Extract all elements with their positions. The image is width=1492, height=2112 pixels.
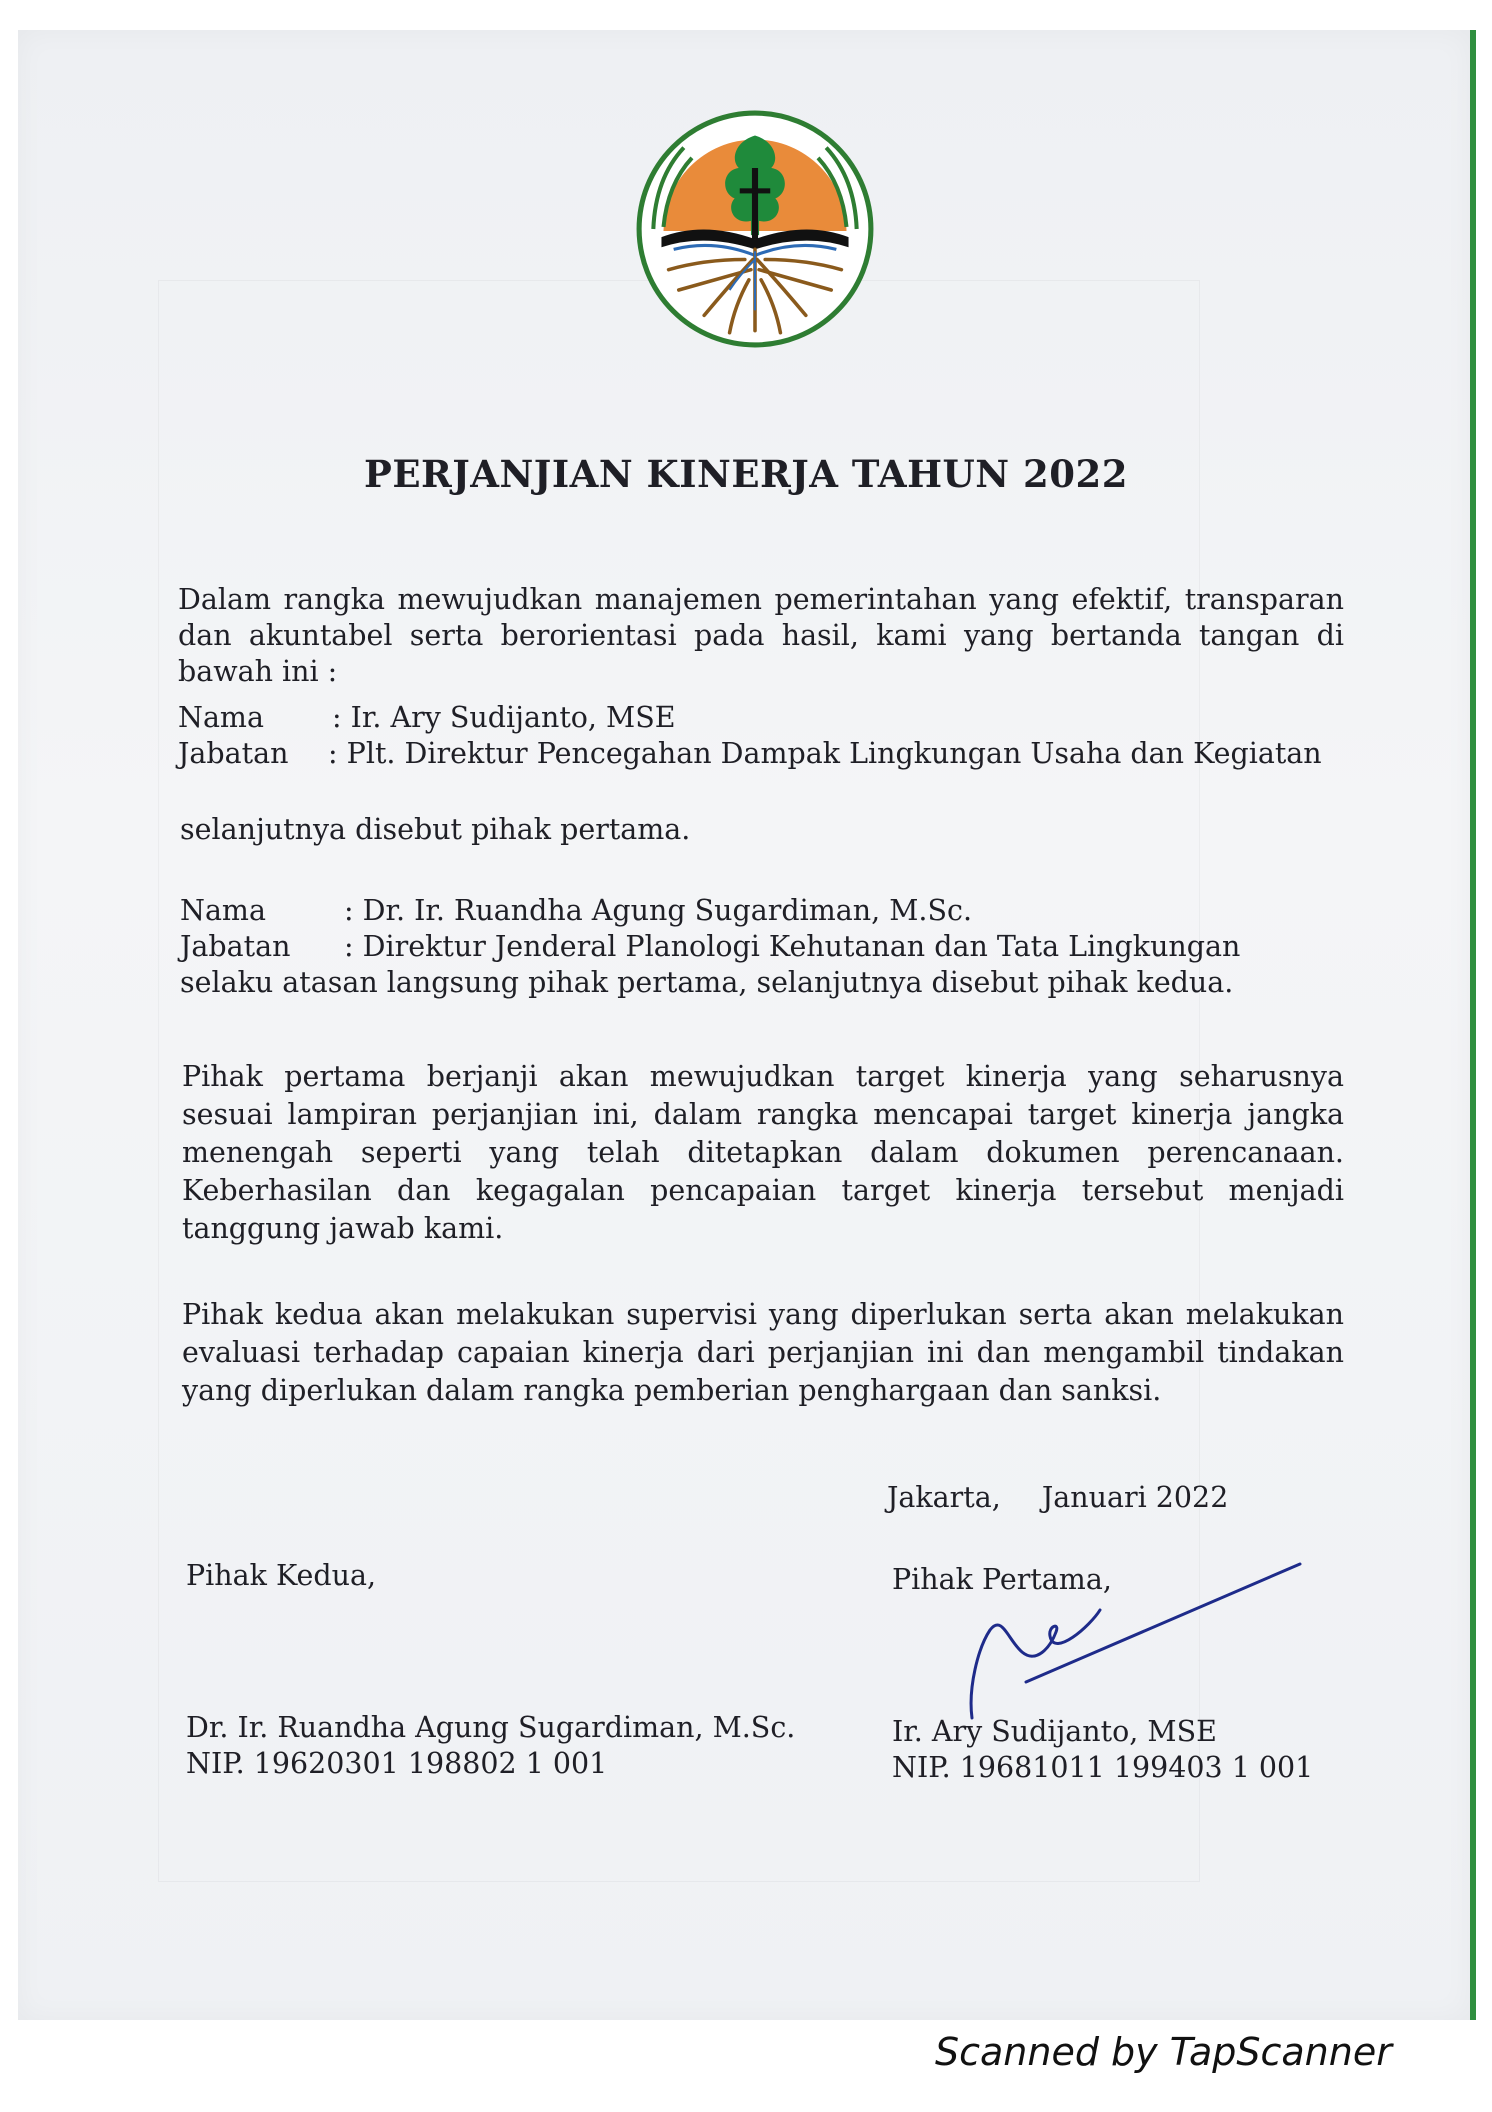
second-party-name-row <box>180 893 1240 929</box>
second-party-position-row <box>180 929 1240 965</box>
commitment-paragraph: Pihak pertama berjanji akan mewujudkan target kinerja yang seharusnya sesuai lampiran perjanjian ini, dalam rangka mencapai target kinerja jangka menengah seperti yang telah ditetapkan dalam dokumen perencanaan. Keberhasilan dan kegagalan pencapaian target kinerja tersebut menjadi tanggung jawab kami. <box>182 1060 1344 1245</box>
second-party-designation: selaku atasan langsung pihak pertama, selanjutnya disebut pihak kedua. <box>180 966 1234 999</box>
second-party-name-label: Nama <box>180 894 266 927</box>
first-party-position-value: : Plt. Direktur Pencegahan Dampak Lingkungan Usaha dan Kegiatan <box>328 737 1322 770</box>
first-party-role: Pihak Pertama, <box>892 1563 1112 1596</box>
first-party-signatory <box>892 1714 1313 1786</box>
second-party-position-label: Jabatan <box>180 930 291 963</box>
first-party-signatory-nip: NIP. 19681011 199403 1 001 <box>892 1751 1314 1784</box>
first-party-name-row <box>178 700 1322 736</box>
first-party-name-label: Nama <box>178 701 264 734</box>
second-party-position-value: : Direktur Jenderal Planologi Kehutanan dan Tata Lingkungan <box>344 930 1241 963</box>
first-party-block <box>178 700 1322 772</box>
second-party-block <box>180 893 1240 1001</box>
second-party-signatory-nip: NIP. 19620301 198802 1 001 <box>186 1747 608 1780</box>
place: Jakarta, <box>887 1481 1001 1514</box>
document-title: PERJANJIAN KINERJA TAHUN 2022 <box>364 452 1128 496</box>
second-party-name-value: : Dr. Ir. Ruandha Agung Sugardiman, M.Sc. <box>344 894 973 927</box>
supervision-paragraph: Pihak kedua akan melakukan supervisi yang diperlukan serta akan melakukan evaluasi terhadap capaian kinerja dari perjanjian ini dan mengambil tindakan yang diperlukan dalam rangka pemberian penghargaan dan sanksi. <box>182 1298 1344 1407</box>
second-party-signatory <box>186 1710 795 1782</box>
intro-paragraph: Dalam rangka mewujudkan manajemen pemerintahan yang efektif, transparan dan akuntabel serta berorientasi pada hasil, kami yang bertanda tangan di bawah ini : <box>178 583 1344 688</box>
first-party-position-label: Jabatan <box>178 737 289 770</box>
first-party-signatory-name: Ir. Ary Sudijanto, MSE <box>892 1715 1217 1748</box>
second-party-signatory-name: Dr. Ir. Ruandha Agung Sugardiman, M.Sc. <box>186 1711 796 1744</box>
date: Januari 2022 <box>1041 1481 1229 1514</box>
first-party-designation: selanjutnya disebut pihak pertama. <box>180 813 691 846</box>
first-party-position-row <box>178 736 1322 772</box>
place-date <box>887 1480 1228 1516</box>
first-party-name-value: : Ir. Ary Sudijanto, MSE <box>332 701 676 734</box>
scanner-watermark: Scanned by TapScanner <box>935 2030 1392 2074</box>
second-party-role: Pihak Kedua, <box>186 1559 377 1592</box>
kementerian-lhk-logo-icon <box>633 107 877 351</box>
